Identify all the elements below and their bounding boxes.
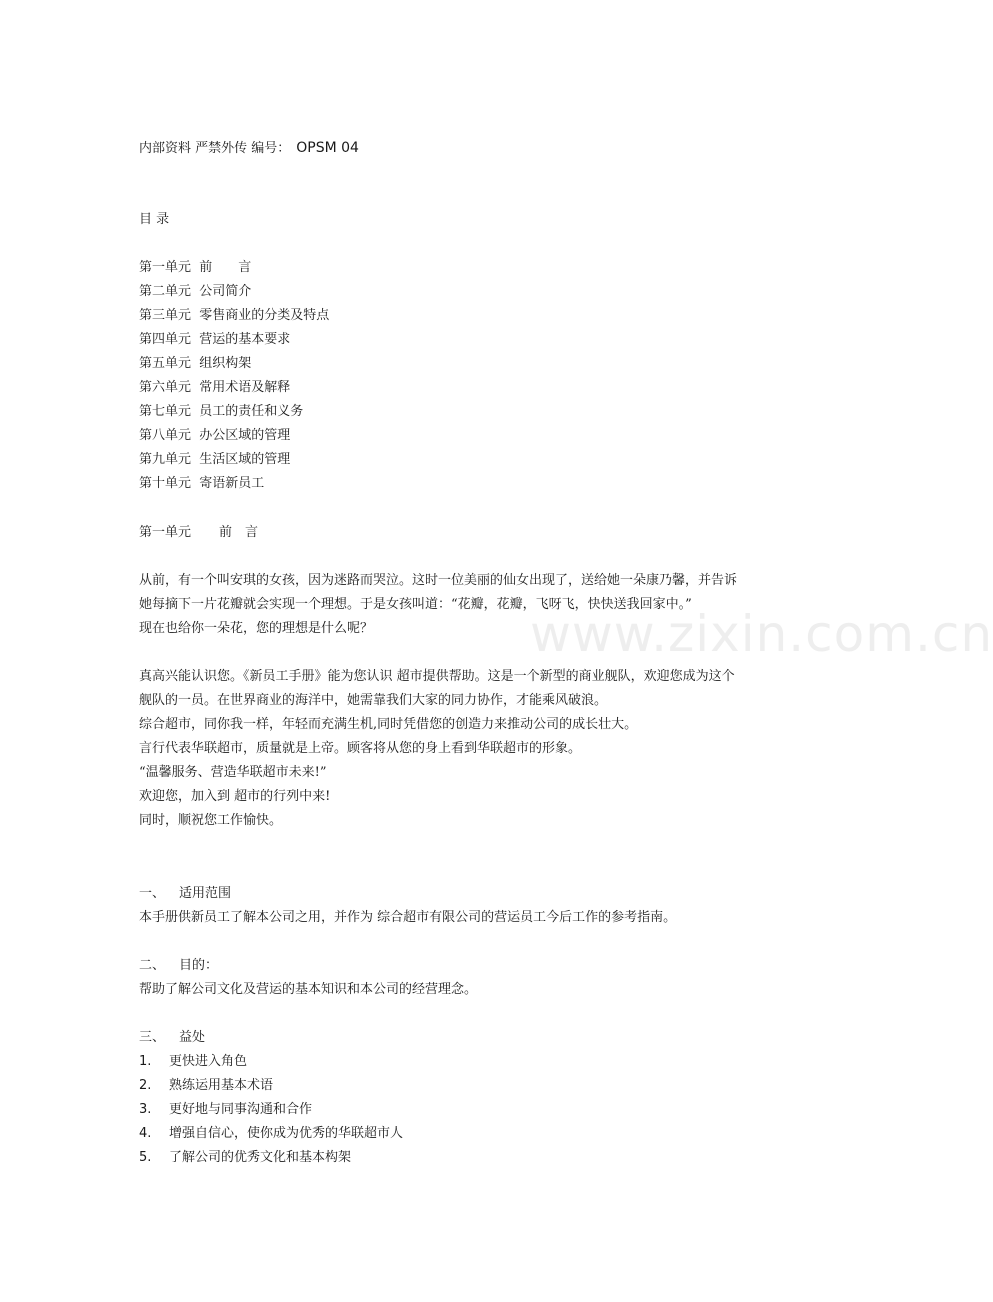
toc-item <box>139 259 251 277</box>
toc-unit: 第二单元 <box>139 284 192 299</box>
confidential-header <box>139 139 359 157</box>
list-number: 5. <box>139 1150 152 1165</box>
benefit-item <box>139 1125 403 1143</box>
toc-unit: 第三单元 <box>139 308 192 323</box>
toc-unit: 第七单元 <box>139 404 192 419</box>
list-number: 3. <box>139 1102 152 1117</box>
toc-item <box>139 331 290 349</box>
welcome-paragraph-line: 综合超市，同你我一样，年轻而充满生机,同时凭借您的创造力来推动公司的成长壮大。 <box>139 717 638 732</box>
toc-title-text: 常用术语及解释 <box>199 380 291 395</box>
toc-item <box>139 283 251 301</box>
heading-text: 目的： <box>179 958 219 973</box>
section-title: 前 言 <box>219 525 259 540</box>
heading-number: 三、 <box>139 1030 166 1045</box>
welcome-paragraph-line: 欢迎您，加入到 超市的行列中来! <box>139 789 331 804</box>
welcome-paragraph-line: 言行代表华联超市，质量就是上帝。顾客将从您的身上看到华联超市的形象。 <box>139 741 582 756</box>
purpose-text: 帮助了解公司文化及营运的基本知识和本公司的经营理念。 <box>139 982 478 997</box>
toc-title-text: 员工的责任和义务 <box>199 404 304 419</box>
toc-title-text: 寄语新员工 <box>199 476 265 491</box>
toc-title: 目 录 <box>139 212 170 227</box>
section-heading <box>139 524 258 542</box>
benefit-item <box>139 1101 312 1119</box>
benefit-item <box>139 1053 247 1071</box>
benefit-item <box>139 1149 351 1167</box>
heading-text: 适用范围 <box>179 886 232 901</box>
toc-item <box>139 403 303 421</box>
heading-number: 二、 <box>139 958 166 973</box>
section-unit: 第一单元 <box>139 525 192 540</box>
benefits-heading <box>139 1029 205 1047</box>
watermark: www.zixin.com.cn <box>530 605 993 663</box>
toc-title-text: 生活区域的管理 <box>199 452 291 467</box>
list-text: 熟练运用基本术语 <box>169 1078 274 1093</box>
toc-item <box>139 379 290 397</box>
story-paragraph-line: 从前，有一个叫安琪的女孩，因为迷路而哭泣。这时一位美丽的仙女出现了，送给她一朵康乃馨，并告诉 <box>139 573 738 588</box>
list-number: 2. <box>139 1078 152 1093</box>
toc-unit: 第一单元 <box>139 260 192 275</box>
toc-title-text: 公司简介 <box>199 284 252 299</box>
header-label: 内部资料 严禁外传 编号： <box>139 141 291 156</box>
document-code: OPSM 04 <box>296 140 359 156</box>
list-text: 更快进入角色 <box>169 1054 248 1069</box>
heading-text: 益处 <box>179 1030 206 1045</box>
toc-item <box>139 451 290 469</box>
welcome-paragraph-line: 舰队的一员。在世界商业的海洋中，她需靠我们大家的同力协作，才能乘风破浪。 <box>139 693 608 708</box>
toc-item <box>139 427 290 445</box>
welcome-paragraph-line: 同时，顺祝您工作愉快。 <box>139 813 283 828</box>
scope-text: 本手册供新员工了解本公司之用，并作为 综合超市有限公司的营运员工今后工作的参考指南。 <box>139 910 677 925</box>
list-text: 更好地与同事沟通和合作 <box>169 1102 313 1117</box>
welcome-paragraph-line: 真高兴能认识您。《新员工手册》能为您认识 超市提供帮助。这是一个新型的商业舰队，欢迎您成为这个 <box>139 669 735 684</box>
story-paragraph-line: 现在也给你一朵花，您的理想是什么呢？ <box>139 621 374 636</box>
list-text: 增强自信心，使你成为优秀的华联超市人 <box>169 1126 404 1141</box>
welcome-paragraph-line: “温馨服务、营造华联超市未来!” <box>139 765 327 780</box>
scope-heading <box>139 885 231 903</box>
toc-title-text: 办公区域的管理 <box>199 428 291 443</box>
list-number: 1. <box>139 1054 152 1069</box>
toc-unit: 第五单元 <box>139 356 192 371</box>
toc-title-text: 零售商业的分类及特点 <box>199 308 330 323</box>
list-number: 4. <box>139 1126 152 1141</box>
story-paragraph-line: 她每摘下一片花瓣就会实现一个理想。于是女孩叫道：“花瓣，花瓣，飞呀飞，快快送我回家中。” <box>139 597 692 612</box>
toc-item <box>139 307 329 325</box>
toc-unit: 第十单元 <box>139 476 192 491</box>
list-text: 了解公司的优秀文化和基本构架 <box>169 1150 352 1165</box>
toc-unit: 第九单元 <box>139 452 192 467</box>
purpose-heading <box>139 957 218 975</box>
toc-unit: 第四单元 <box>139 332 192 347</box>
toc-unit: 第六单元 <box>139 380 192 395</box>
toc-item <box>139 355 251 373</box>
toc-unit: 第八单元 <box>139 428 192 443</box>
toc-title-text: 营运的基本要求 <box>199 332 291 347</box>
toc-item <box>139 475 264 493</box>
benefit-item <box>139 1077 273 1095</box>
toc-title-text: 组织构架 <box>199 356 252 371</box>
heading-number: 一、 <box>139 886 166 901</box>
toc-title-text: 前 言 <box>199 260 252 275</box>
